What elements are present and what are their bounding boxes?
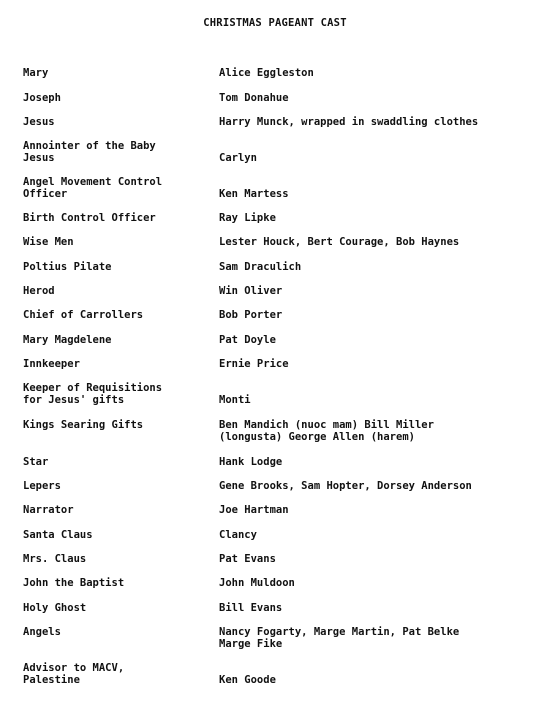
role-herod: Herod: [23, 285, 55, 297]
role-joseph: Joseph: [23, 92, 61, 104]
actor-annointer: Carlyn: [219, 152, 257, 164]
page-title: CHRISTMAS PAGEANT CAST: [203, 17, 347, 29]
role-wise-men: Wise Men: [23, 236, 74, 248]
role-holy-ghost: Holy Ghost: [23, 602, 87, 614]
actor-angels: Nancy Fogarty, Marge Martin, Pat Belke Marge Fike: [219, 626, 460, 650]
actor-angel-movement-control: Ken Martess: [219, 188, 289, 200]
role-santa-claus: Santa Claus: [23, 529, 93, 541]
actor-narrator: Joe Hartman: [219, 504, 289, 516]
role-narrator: Narrator: [23, 504, 74, 516]
actor-mrs-claus: Pat Evans: [219, 553, 276, 565]
actor-kings-searing-gifts: Ben Mandich (nuoc mam) Bill Miller (longusta) George Allen (harem): [219, 419, 434, 443]
role-mary-magdelene: Mary Magdelene: [23, 334, 112, 346]
role-innkeeper: Innkeeper: [23, 358, 80, 370]
actor-mary-magdelene: Pat Doyle: [219, 334, 276, 346]
role-jesus: Jesus: [23, 116, 55, 128]
role-kings-searing-gifts: Kings Searing Gifts: [23, 419, 144, 431]
role-mary: Mary: [23, 67, 49, 79]
actor-innkeeper: Ernie Price: [219, 358, 289, 370]
role-keeper-of-requisitions: Keeper of Requisitions for Jesus' gifts: [23, 382, 163, 406]
role-angel-movement-control: Angel Movement Control Officer: [23, 176, 163, 200]
actor-santa-claus: Clancy: [219, 529, 257, 541]
actor-lepers: Gene Brooks, Sam Hopter, Dorsey Anderson: [219, 480, 472, 492]
actor-keeper-of-requisitions: Monti: [219, 394, 251, 406]
role-angels: Angels: [23, 626, 61, 638]
role-chief-of-carrollers: Chief of Carrollers: [23, 309, 144, 321]
actor-birth-control-officer: Ray Lipke: [219, 212, 276, 224]
role-john-the-baptist: John the Baptist: [23, 577, 125, 589]
role-advisor-to-macv: Advisor to MACV, Palestine: [23, 662, 125, 686]
role-star: Star: [23, 456, 49, 468]
role-mrs-claus: Mrs. Claus: [23, 553, 87, 565]
actor-john-the-baptist: John Muldoon: [219, 577, 295, 589]
role-lepers: Lepers: [23, 480, 61, 492]
role-birth-control-officer: Birth Control Officer: [23, 212, 156, 224]
actor-holy-ghost: Bill Evans: [219, 602, 283, 614]
role-annointer: Annointer of the Baby Jesus: [23, 140, 156, 164]
actor-star: Hank Lodge: [219, 456, 283, 468]
actor-jesus: Harry Munck, wrapped in swaddling clothes: [219, 116, 479, 128]
role-poltius-pilate: Poltius Pilate: [23, 261, 112, 273]
actor-chief-of-carrollers: Bob Porter: [219, 309, 283, 321]
actor-poltius-pilate: Sam Draculich: [219, 261, 302, 273]
actor-wise-men: Lester Houck, Bert Courage, Bob Haynes: [219, 236, 460, 248]
actor-advisor-to-macv: Ken Goode: [219, 674, 276, 686]
actor-joseph: Tom Donahue: [219, 92, 289, 104]
actor-herod: Win Oliver: [219, 285, 283, 297]
actor-mary: Alice Eggleston: [219, 67, 314, 79]
